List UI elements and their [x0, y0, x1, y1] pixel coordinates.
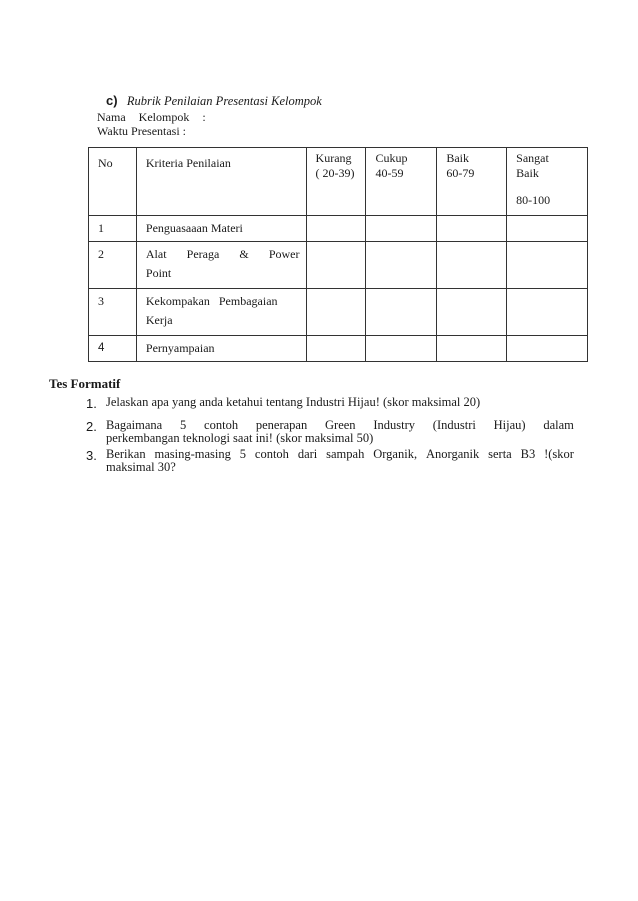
score-cell[interactable] — [306, 336, 366, 362]
nama-label: Nama — [97, 110, 126, 124]
score-cell[interactable] — [366, 289, 437, 336]
score-cell[interactable] — [366, 216, 437, 242]
section-letter: c) — [106, 93, 118, 108]
presentation-time-line: Waktu Presentasi : — [97, 124, 187, 138]
row-criterion: Pernyampaian — [136, 336, 306, 362]
question-word: Bagaimana — [106, 418, 163, 432]
table-row — [89, 289, 588, 336]
tes-formatif-title: Tes Formatif — [49, 376, 121, 391]
header-cukup — [366, 148, 437, 216]
header-sangat-baik — [507, 148, 588, 216]
row-criterion: Penguasaaan Materi — [136, 216, 306, 242]
score-cell[interactable] — [507, 336, 588, 362]
question-text: Jelaskan apa yang anda ketahui tentang Industri Hijau! (skor maksimal 20) — [106, 395, 481, 409]
criterion-word: Kekompakan — [145, 294, 210, 308]
table-row — [89, 336, 588, 362]
question-word: Industry — [373, 418, 415, 432]
criterion-word: Peraga — [186, 247, 220, 261]
header-kriteria: Kriteria Penilaian — [136, 148, 306, 216]
score-cell[interactable] — [507, 242, 588, 289]
row-number: 1 — [89, 216, 137, 242]
question-number: 2. — [86, 419, 97, 434]
question-line-2: maksimal 30? — [106, 460, 176, 474]
criterion-word: & — [239, 247, 249, 261]
question-word: dalam — [543, 418, 574, 432]
question-word: Organik, — [373, 447, 418, 461]
header-baik-range: 60-79 — [446, 166, 475, 180]
question-word: !(skor — [544, 447, 574, 461]
question-word: B3 — [520, 447, 536, 461]
question-word: 5 — [180, 418, 187, 432]
row-criterion — [136, 242, 306, 289]
kelompok-label: Kelompok — [138, 110, 190, 124]
header-sangat-label: Sangat — [516, 151, 549, 165]
question-word: serta — [488, 447, 512, 461]
criterion-word: Alat — [145, 247, 167, 261]
score-cell[interactable] — [306, 289, 366, 336]
header-kurang-range: ( 20-39) — [315, 166, 355, 180]
criterion-word: Pembagaian — [218, 294, 278, 308]
question-number: 1. — [86, 396, 97, 411]
score-cell[interactable] — [366, 336, 437, 362]
score-cell[interactable] — [437, 242, 507, 289]
question-word: sampah — [326, 447, 365, 461]
criterion-line-1 — [146, 245, 300, 264]
question-text — [106, 448, 574, 474]
header-sangat-range: 80-100 — [516, 193, 551, 207]
header-no: No — [89, 148, 137, 216]
header-kurang-label: Kurang — [315, 151, 352, 165]
question-word: Berikan — [106, 447, 146, 461]
score-cell[interactable] — [306, 216, 366, 242]
kelompok-colon: : — [202, 110, 206, 124]
criterion-line-2: Point — [145, 266, 172, 280]
question-line-1 — [106, 448, 574, 461]
score-cell[interactable] — [366, 242, 437, 289]
header-sangat-label2: Baik — [516, 166, 539, 180]
table-row — [89, 216, 588, 242]
row-number: 3 — [89, 289, 137, 336]
criterion-line-1 — [146, 292, 300, 311]
criterion-word: Power — [268, 247, 300, 261]
question-text — [106, 419, 574, 445]
row-criterion — [136, 289, 306, 336]
header-baik-label: Baik — [446, 151, 470, 165]
section-title: Rubrik Penilaian Presentasi Kelompok — [126, 94, 322, 108]
rubric-table — [88, 147, 588, 362]
score-cell[interactable] — [437, 216, 507, 242]
question-number: 3. — [86, 448, 97, 463]
header-baik — [437, 148, 507, 216]
score-cell[interactable] — [507, 216, 588, 242]
question-word: Green — [325, 418, 356, 432]
header-cukup-range: 40-59 — [375, 166, 404, 180]
score-cell[interactable] — [306, 242, 366, 289]
question-word: masing-masing — [154, 447, 231, 461]
question-word: dari — [297, 447, 318, 461]
table-row — [89, 242, 588, 289]
question-word: 5 — [239, 447, 246, 461]
score-cell[interactable] — [437, 289, 507, 336]
question-word: Anorganik — [425, 447, 480, 461]
section-heading — [106, 93, 322, 109]
row-number: 2 — [89, 242, 137, 289]
question-word: contoh — [254, 447, 289, 461]
question-word: Hijau) — [493, 418, 526, 432]
row-number: 4 — [89, 336, 137, 362]
question-word: penerapan — [255, 418, 308, 432]
group-name-line — [97, 110, 206, 125]
question-line-2: perkembangan teknologi saat ini! (skor maksimal 50) — [106, 431, 374, 445]
question-word: (Industri — [432, 418, 476, 432]
header-kurang — [306, 148, 366, 216]
table-header-row — [89, 148, 588, 216]
header-cukup-label: Cukup — [375, 151, 408, 165]
score-cell[interactable] — [507, 289, 588, 336]
question-word: contoh — [204, 418, 239, 432]
score-cell[interactable] — [437, 336, 507, 362]
criterion-line-2: Kerja — [145, 313, 173, 327]
